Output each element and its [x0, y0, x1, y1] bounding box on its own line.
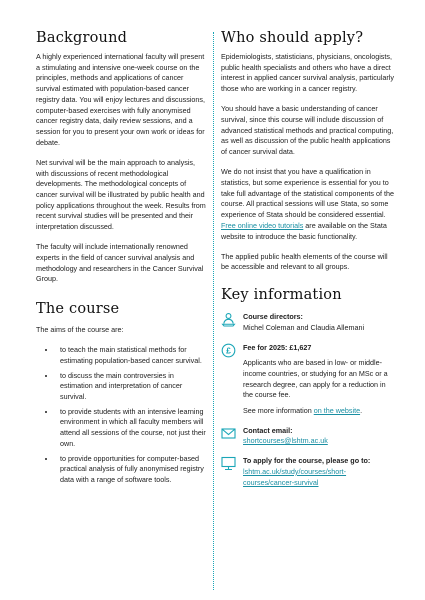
- fee-line: [243, 343, 396, 354]
- course-heading: The course: [36, 301, 120, 318]
- column-divider: [213, 32, 214, 590]
- apply-text: are available on the Stata website to introduce the basic functionality.: [221, 220, 387, 241]
- list-item: • to provide students with an intensive learning environment in which all faculty members will attend all sessions of the course, not just their own.: [56, 407, 206, 450]
- key-info-heading: Key information: [221, 287, 342, 304]
- background-paragraph: The faculty will include internationally renowned experts in the field of cancer survival analysis and methodology and researchers in the Cancer Survival Group.: [36, 242, 204, 284]
- fee-amount: £1,627: [289, 342, 312, 352]
- directors-row: [221, 312, 396, 333]
- directors-title: Course directors:: [243, 312, 303, 322]
- course-url-link[interactable]: lshtm.ac.uk/study/courses/short-courses/cancer-survival: [243, 466, 347, 487]
- apply-text: We do not insist that you have a qualification in statistics, but some experience is essential for you to take full advantage of the statistical components of the course. All practical sessions will use Stata, so some experience of Stata should be considered essential.: [221, 167, 395, 220]
- list-item: • to discuss the main controversies in estimation and interpretation of cancer survival.: [56, 371, 206, 403]
- fee-title: Fee for 2025:: [243, 342, 290, 352]
- fee-more: [243, 406, 396, 417]
- apply-row: [221, 456, 396, 488]
- apply-paragraph: Epidemiologists, statisticians, physicians, oncologists, public health specialists and others who have a direct interest in applied cancer survival analysis, particularly those who are working in a cancer registry.: [221, 52, 394, 94]
- course-aims-list: [36, 345, 206, 485]
- website-link[interactable]: on the website: [313, 406, 361, 416]
- computer-icon: [221, 456, 236, 471]
- envelope-icon: [221, 426, 236, 441]
- email-title: Contact email:: [243, 425, 293, 435]
- apply-paragraph: [221, 167, 396, 242]
- right-column: [221, 30, 396, 497]
- video-tutorials-link[interactable]: Free online video tutorials: [221, 220, 304, 230]
- fee-more-text: See more information: [243, 406, 314, 416]
- background-paragraph: A highly experienced international faculty will present a stimulating and intensive one-week course on the principles, methods and applications of cancer survival estimated with population-based cancer registry data. You will enjoy lectures and discussions, computer-based exercises with fully anonymised cancer registry data, daily review sessions, and a session for you to present your own work or ideas for debate.: [36, 52, 205, 147]
- email-row: [221, 426, 396, 447]
- course-intro: The aims of the course are:: [36, 325, 124, 335]
- apply-paragraph: The applied public health elements of the course will be accessible and relevant to all groups.: [221, 251, 388, 272]
- fee-text: Applicants who are based in low- or middle-income countries, or studying for an MSc or a research degree, can apply for a reduction in the course fee.: [243, 358, 388, 400]
- fee-more-end: .: [360, 406, 363, 416]
- apply-paragraph: You should have a basic understanding of cancer survival, since this course will include discussion of advanced statistical methods and practical computing, as well as discussion of the public health applications of cancer survival data.: [221, 104, 394, 157]
- user-icon: [221, 312, 236, 327]
- left-column: [36, 30, 206, 490]
- apply-heading: Who should apply?: [221, 30, 364, 46]
- fee-row: [221, 343, 396, 417]
- list-item: • to teach the main statistical methods for estimating population-based cancer survival.: [56, 345, 206, 366]
- apply-info-title: To apply for the course, please go to:: [243, 456, 371, 466]
- list-item: • to provide opportunities for computer-based practical analysis of fully anonymised registry data with a range of software tools.: [56, 454, 206, 486]
- email-link[interactable]: shortcourses@lshtm.ac.uk: [243, 436, 328, 446]
- svg-text:£: £: [226, 345, 231, 356]
- directors-names: Michel Coleman and Claudia Allemani: [243, 322, 365, 332]
- background-heading: Background: [36, 30, 128, 46]
- background-paragraph: Net survival will be the main approach to analysis, with discussions of recent methodological developments. The methodological concepts of cancer survival will be illustrated by public health and policy applications throughout the week. Results from recent survival studies will be presented and their interpretation discussed.: [36, 157, 206, 232]
- pound-coin-icon: [221, 343, 236, 358]
